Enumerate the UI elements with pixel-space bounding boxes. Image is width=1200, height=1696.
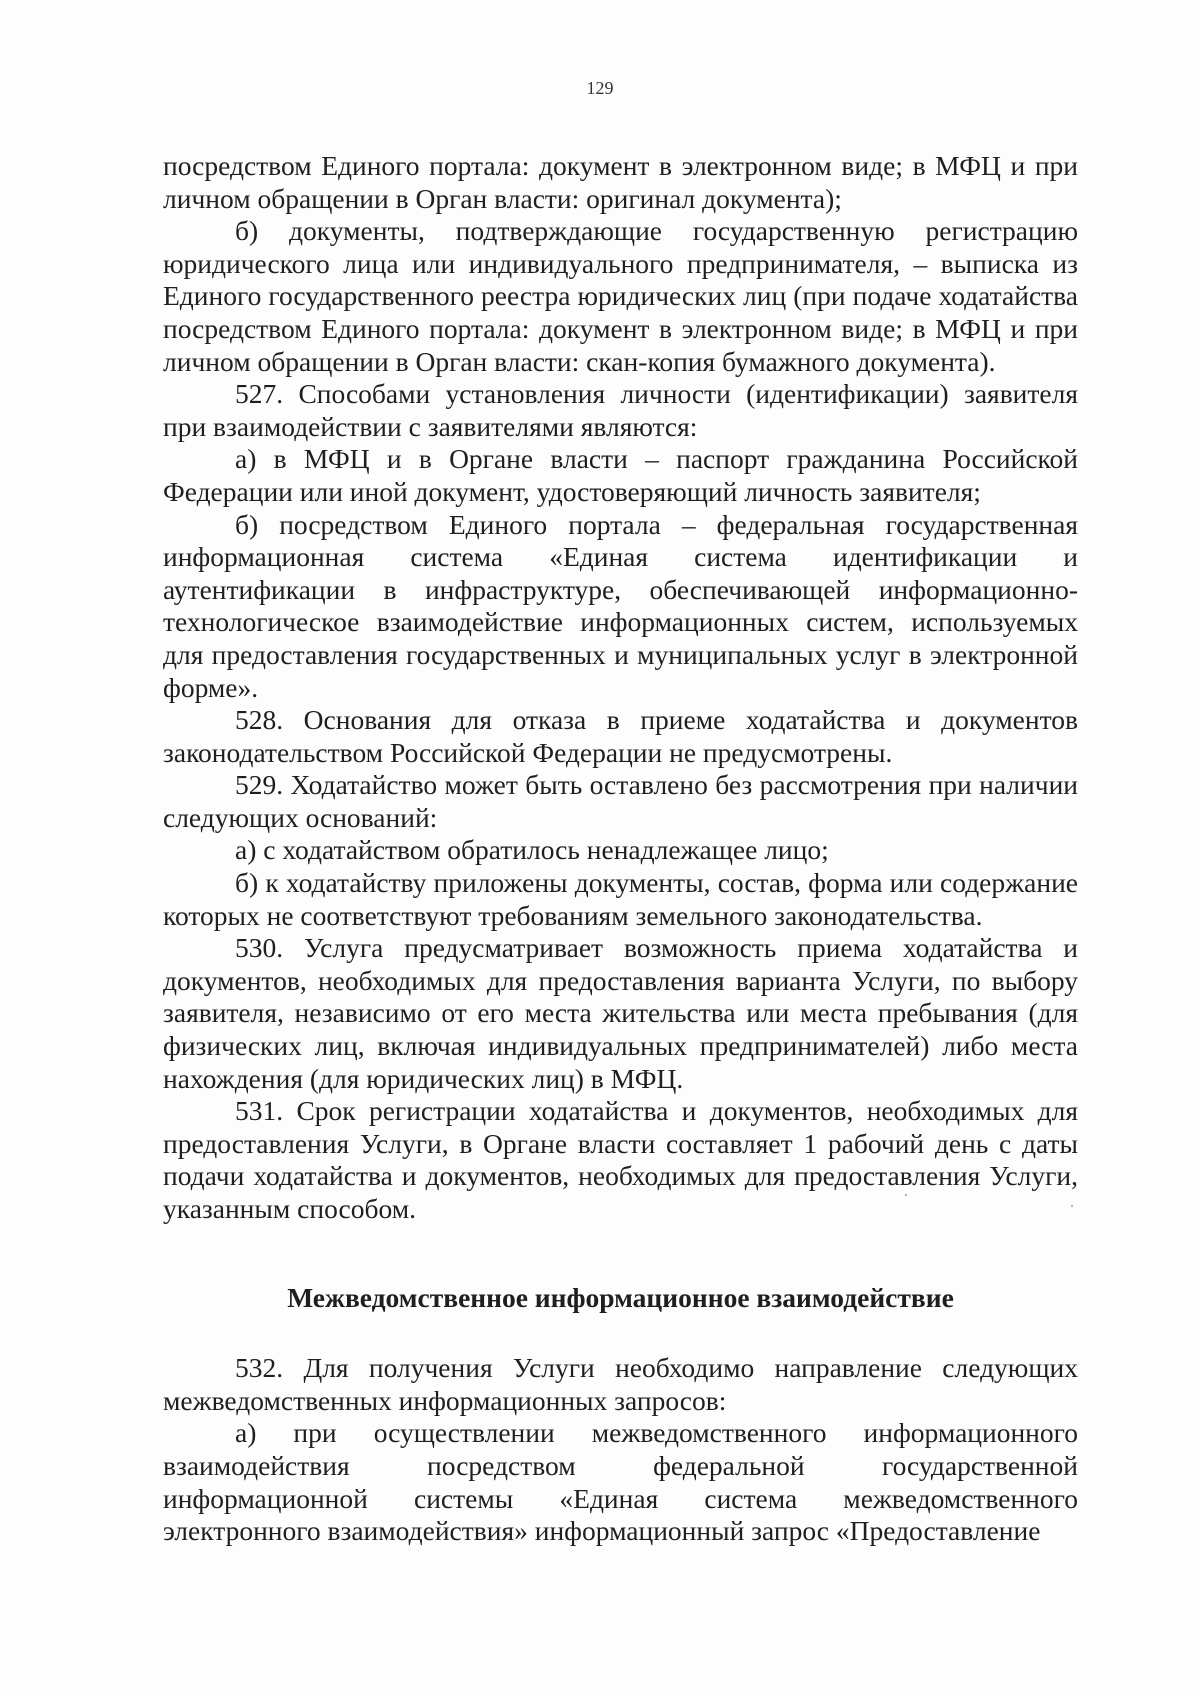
paragraph: 529. Ходатайство может быть оставлено без рассмотрения при наличии следующих оснований: [163,769,1078,833]
paragraph: а) в МФЦ и в Органе власти – паспорт гражданина Российской Федерации или иной документ, удостоверяющий личность заявителя; [163,443,1078,507]
page-number: 129 [586,78,614,98]
scan-speck [1071,1205,1073,1207]
paragraph: 531. Срок регистрации ходатайства и документов, необходимых для предоставления Услуги, в Органе власти составляет 1 рабочий день с даты подачи ходатайства и документов, необходимых для предоставления Услуги, указанным способом. [163,1095,1078,1224]
section-after-heading [163,1352,1078,1548]
paragraph: 532. Для получения Услуги необходимо направление следующих межведомственных информационных запросов: [163,1352,1078,1416]
paragraph: б) посредством Единого портала – федеральная государственная информационная система «Единая система идентификации и аутентификации в инфраструктуре, обеспечивающей информационно-технологическое взаимодействие информационных систем, используемых для предоставления государственных и муниципальных услуг в электронной форме». [163,508,1078,703]
section-heading: Межведомственное информационное взаимодействие [287,1281,954,1313]
paragraph: а) при осуществлении межведомственного информационного взаимодействия посредством федеральной государственной информационной системы «Единая система межведомственного электронного взаимодействия» информационный запрос «Предоставление [163,1417,1078,1547]
paragraph: 528. Основания для отказа в приеме ходатайства и документов законодательством Российской Федерации не предусмотрены. [163,704,1078,768]
paragraph: б) к ходатайству приложены документы, состав, форма или содержание которых не соответствуют требованиям земельного законодательства. [163,867,1078,931]
paragraph: 527. Способами установления личности (идентификации) заявителя при взаимодействии с заявителями являются: [163,378,1078,442]
section-before-heading [163,150,1078,1226]
paragraph: а) с ходатайством обратилось ненадлежащее лицо; [235,834,829,866]
paragraph: посредством Единого портала: документ в электронном виде; в МФЦ и при личном обращении в Орган власти: оригинал документа); [163,150,1078,214]
document-body [163,150,1078,1548]
paragraph: 530. Услуга предусматривает возможность приема ходатайства и документов, необходимых для предоставления варианта Услуги, по выбору заявителя, независимо от его места жительства или места пребывания (для физических лиц, включая индивидуальных предпринимателей) либо места нахождения (для юридических лиц) в МФЦ. [163,932,1078,1094]
paragraph: б) документы, подтверждающие государственную регистрацию юридического лица или индивидуального предпринимателя, – выписка из Единого государственного реестра юридических лиц (при подаче ходатайства посредством Единого портала: документ в электронном виде; в МФЦ и при личном обращении в Орган власти: скан-копия бумажного документа). [163,215,1078,377]
scan-speck [905,1194,907,1196]
